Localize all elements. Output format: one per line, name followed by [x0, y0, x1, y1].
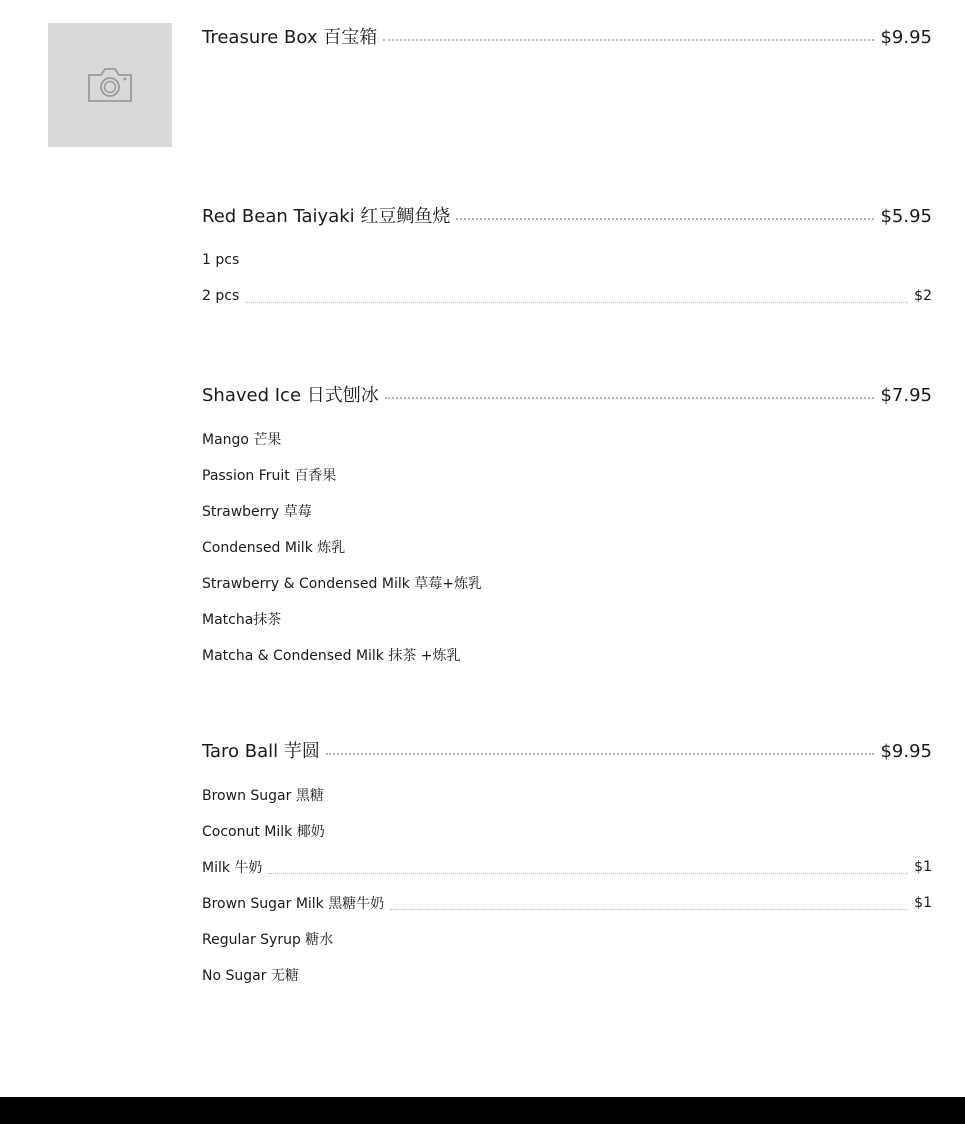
dotted-leader — [383, 39, 874, 41]
menu-item — [202, 202, 932, 314]
option-row[interactable] — [202, 493, 932, 529]
item-name[interactable]: Red Bean Taiyaki 红豆鲷鱼烧 — [202, 206, 451, 227]
option-label: Brown Sugar Milk 黑糖牛奶 — [202, 896, 385, 912]
item-options — [202, 777, 932, 993]
camera-icon — [85, 65, 135, 105]
dotted-leader — [456, 218, 874, 220]
option-price: $1 — [914, 895, 932, 911]
dotted-leader — [268, 873, 908, 874]
dotted-leader — [326, 753, 875, 755]
option-row[interactable] — [202, 529, 932, 565]
menu-item — [202, 381, 932, 673]
item-options — [202, 421, 932, 673]
option-price: $1 — [914, 859, 932, 875]
option-label: Mango 芒果 — [202, 432, 282, 448]
option-label: No Sugar 无糖 — [202, 968, 299, 984]
option-row[interactable] — [202, 457, 932, 493]
menu-item — [202, 737, 932, 993]
footer-bar — [0, 1097, 965, 1124]
option-label: Milk 牛奶 — [202, 860, 263, 876]
item-name[interactable]: Shaved Ice 日式刨冰 — [202, 385, 379, 406]
option-label: Strawberry 草莓 — [202, 504, 312, 520]
option-row[interactable] — [202, 565, 932, 601]
option-label: Brown Sugar 黑糖 — [202, 788, 324, 804]
option-row[interactable] — [202, 421, 932, 457]
option-row[interactable] — [202, 242, 932, 278]
option-label: Coconut Milk 椰奶 — [202, 824, 325, 840]
option-label: Regular Syrup 糖水 — [202, 932, 334, 948]
option-row[interactable] — [202, 849, 932, 885]
item-name[interactable]: Treasure Box 百宝箱 — [202, 27, 378, 48]
item-name[interactable]: Taro Ball 芋圆 — [202, 741, 320, 762]
option-label: Strawberry & Condensed Milk 草莓+炼乳 — [202, 576, 483, 592]
option-label: Passion Fruit 百香果 — [202, 468, 337, 484]
option-label: Matcha & Condensed Milk 抹茶 +炼乳 — [202, 648, 461, 664]
option-row[interactable] — [202, 637, 932, 673]
option-row[interactable] — [202, 601, 932, 637]
dotted-leader — [245, 302, 908, 303]
option-label: Condensed Milk 炼乳 — [202, 540, 346, 556]
option-row[interactable] — [202, 885, 932, 921]
dotted-leader — [385, 397, 875, 399]
option-row[interactable] — [202, 278, 932, 314]
option-row[interactable] — [202, 957, 932, 993]
item-options — [202, 242, 932, 314]
option-label: 1 pcs — [202, 252, 240, 268]
item-price: $5.95 — [880, 206, 932, 227]
item-price: $9.95 — [880, 27, 932, 48]
item-price: $9.95 — [880, 741, 932, 762]
option-label: Matcha抹茶 — [202, 612, 282, 628]
dotted-leader — [390, 909, 908, 910]
menu-item — [202, 23, 932, 51]
item-image-placeholder[interactable] — [48, 23, 172, 147]
item-price: $7.95 — [880, 385, 932, 406]
option-price: $2 — [914, 288, 932, 304]
option-row[interactable] — [202, 921, 932, 957]
option-label: 2 pcs — [202, 288, 240, 304]
option-row[interactable] — [202, 777, 932, 813]
option-row[interactable] — [202, 813, 932, 849]
